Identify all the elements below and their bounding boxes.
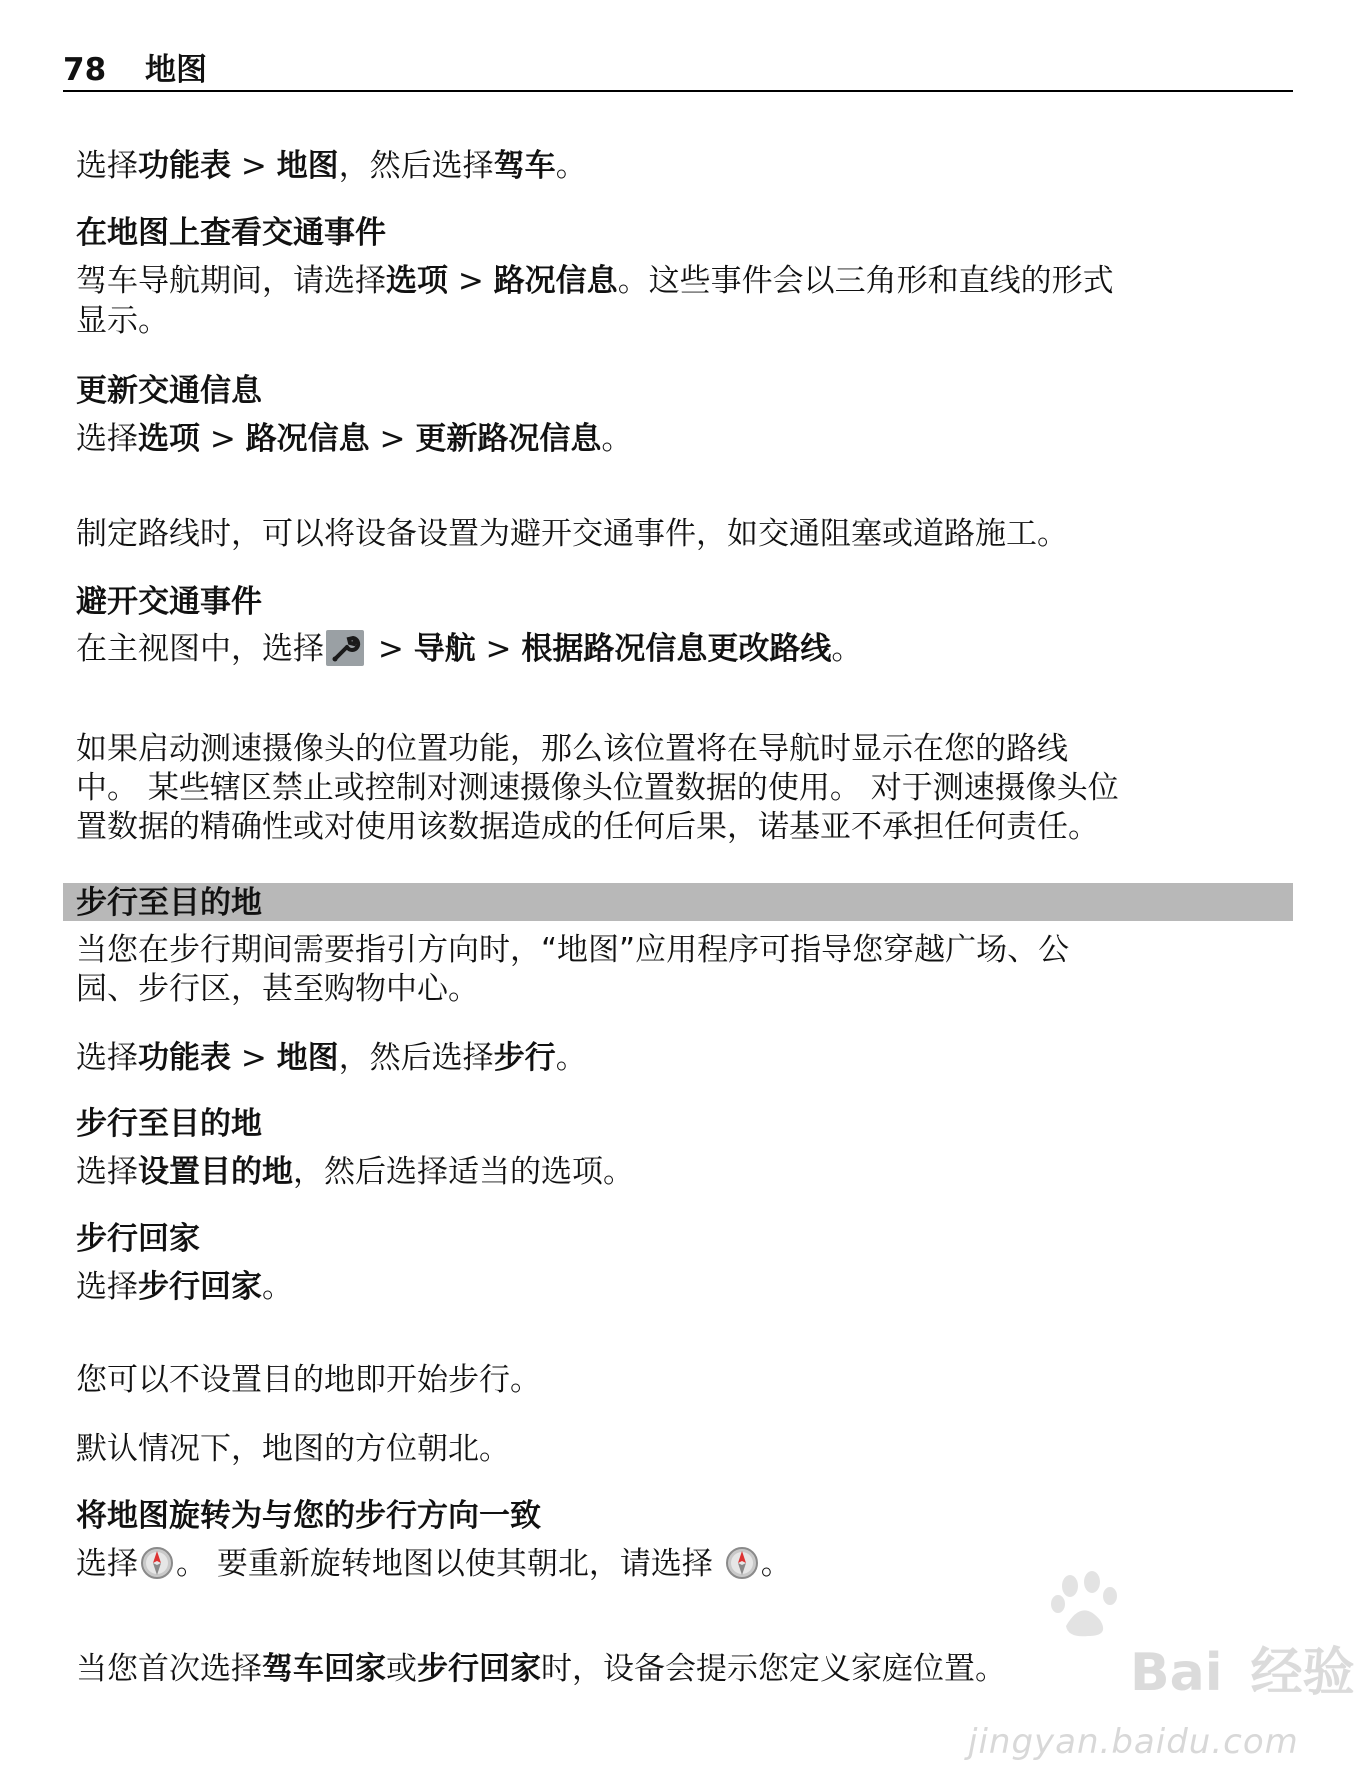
avoid-line bbox=[76, 630, 1296, 669]
walk-intro-line-2: 园、步行区，甚至购物中心。 bbox=[76, 971, 479, 1007]
walk-dest-line bbox=[76, 1153, 1296, 1191]
home-prompt-line bbox=[76, 1650, 1296, 1688]
drive-select-line bbox=[76, 147, 1296, 185]
text: 或 bbox=[386, 1651, 417, 1687]
compass-icon bbox=[140, 1546, 174, 1580]
watermark-brand bbox=[1130, 1630, 1355, 1705]
text: 选择 bbox=[76, 1269, 138, 1305]
page-header bbox=[63, 50, 207, 90]
text: ，然后选择 bbox=[338, 1040, 494, 1076]
set-destination-term: 设置目的地 bbox=[138, 1154, 293, 1190]
arrow: > bbox=[200, 421, 246, 457]
text: 。 要重新旋转地图以使其朝北，请选择 bbox=[176, 1546, 723, 1582]
text: 选择 bbox=[76, 1154, 138, 1190]
heading-walk-home: 步行回家 bbox=[76, 1221, 200, 1257]
drive-home-term: 驾车回家 bbox=[262, 1651, 386, 1687]
heading-walk-dest: 步行至目的地 bbox=[76, 1106, 262, 1142]
arrow: > bbox=[369, 421, 416, 457]
watermark-url: jingyan.baidu.com bbox=[968, 1722, 1299, 1762]
header-rule bbox=[63, 90, 1293, 92]
page-number: 78 bbox=[63, 52, 107, 88]
maps-term: 地图 bbox=[276, 148, 339, 184]
text: 驾车导航期间，请选择 bbox=[76, 263, 386, 299]
reroute-term: 根据路况信息更改路线 bbox=[521, 631, 832, 667]
drive-term: 驾车 bbox=[493, 148, 556, 184]
wrench-icon bbox=[326, 630, 364, 666]
arrow: > bbox=[368, 631, 414, 667]
section-title: 步行至目的地 bbox=[76, 885, 262, 921]
traffic-info-term: 路况信息 bbox=[493, 263, 618, 299]
text: 。 bbox=[601, 421, 633, 457]
traffic-info-term: 路况信息 bbox=[245, 421, 370, 457]
arrow: > bbox=[448, 263, 494, 299]
walk-term: 步行 bbox=[493, 1040, 556, 1076]
no-destination-line: 您可以不设置目的地即开始步行。 bbox=[76, 1362, 541, 1398]
text: 选择 bbox=[76, 421, 138, 457]
text: ，然后选择适当的选项。 bbox=[293, 1154, 634, 1190]
options-term: 选项 bbox=[386, 263, 448, 299]
options-term: 选项 bbox=[138, 421, 200, 457]
chapter-title: 地图 bbox=[145, 52, 207, 88]
heading-avoid: 避开交通事件 bbox=[76, 584, 262, 620]
heading-update: 更新交通信息 bbox=[76, 373, 262, 409]
walk-home-line bbox=[76, 1268, 1296, 1306]
view-incidents-line-1 bbox=[76, 262, 1296, 300]
walk-home-term: 步行回家 bbox=[138, 1269, 262, 1305]
menu-term: 功能表 bbox=[138, 148, 231, 184]
menu-term: 功能表 bbox=[138, 1040, 231, 1076]
text: 。 bbox=[555, 1040, 587, 1076]
avoid-intro: 制定路线时，可以将设备设置为避开交通事件，如交通阻塞或道路施工。 bbox=[76, 516, 1068, 552]
heading-rotate: 将地图旋转为与您的步行方向一致 bbox=[76, 1498, 541, 1534]
north-line: 默认情况下，地图的方位朝北。 bbox=[76, 1431, 510, 1467]
text: 。 bbox=[760, 1546, 792, 1582]
text: 。这些事件会以三角形和直线的形式 bbox=[617, 263, 1114, 299]
text: 选择 bbox=[76, 1040, 138, 1076]
update-traffic-term: 更新路况信息 bbox=[415, 421, 602, 457]
camera-line-2: 中。 某些辖区禁止或控制对测速摄像头位置数据的使用。 对于测速摄像头位 bbox=[76, 770, 1119, 806]
text: 在主视图中，选择 bbox=[76, 631, 324, 667]
arrow: > bbox=[475, 631, 522, 667]
walk-home-term: 步行回家 bbox=[417, 1651, 541, 1687]
arrow: > bbox=[231, 148, 277, 184]
walk-intro-line-1: 当您在步行期间需要指引方向时，“地图”应用程序可指导您穿越广场、公 bbox=[76, 932, 1070, 968]
text: ，然后选择 bbox=[338, 148, 494, 184]
walk-select-line bbox=[76, 1039, 1296, 1077]
watermark-brand-cn: 经验 bbox=[1250, 1643, 1355, 1703]
text: 时，设备会提示您定义家庭位置。 bbox=[541, 1651, 1006, 1687]
arrow: > bbox=[231, 1040, 277, 1076]
watermark-brand-latin: Bai bbox=[1130, 1643, 1223, 1703]
camera-line-3: 置数据的精确性或对使用该数据造成的任何后果，诺基亚不承担任何责任。 bbox=[76, 809, 1099, 845]
heading-view-incidents: 在地图上查看交通事件 bbox=[76, 215, 386, 251]
camera-line-1: 如果启动测速摄像头的位置功能，那么该位置将在导航时显示在您的路线 bbox=[76, 731, 1068, 767]
text: 。 bbox=[831, 631, 863, 667]
watermark-paw-icon bbox=[1048, 1570, 1128, 1644]
text: 选择 bbox=[76, 148, 138, 184]
compass-icon bbox=[725, 1546, 759, 1580]
text: 。 bbox=[555, 148, 587, 184]
text: 当您首次选择 bbox=[76, 1651, 262, 1687]
text: 选择 bbox=[76, 1546, 138, 1582]
view-incidents-line-2: 显示。 bbox=[76, 303, 169, 339]
navigation-term: 导航 bbox=[413, 631, 476, 667]
text: 。 bbox=[262, 1269, 293, 1305]
maps-term: 地图 bbox=[276, 1040, 339, 1076]
update-line bbox=[76, 420, 1296, 458]
